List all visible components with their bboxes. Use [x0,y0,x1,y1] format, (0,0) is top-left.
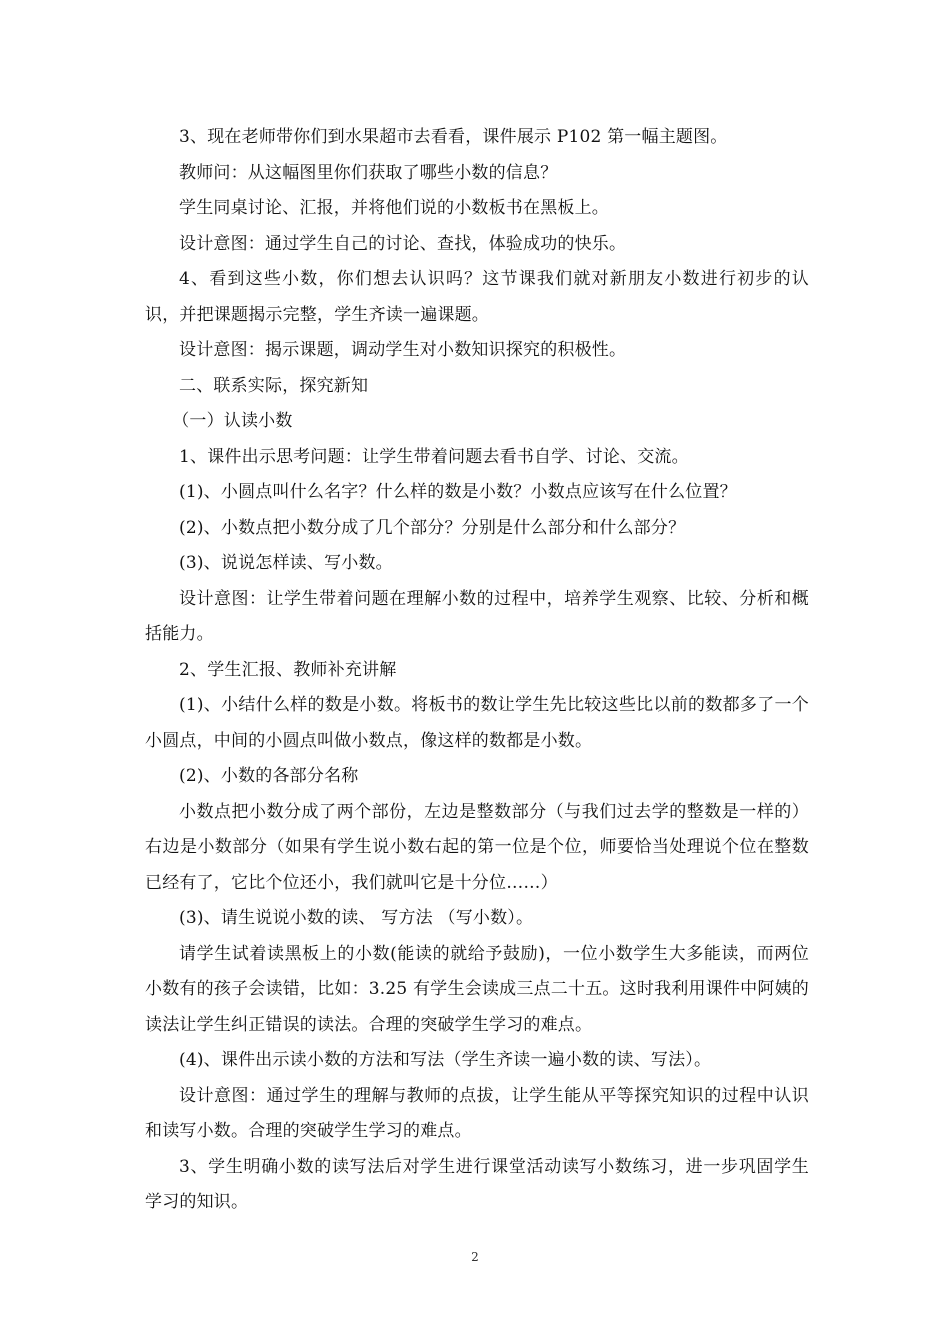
question-item-2: (2)、小数点把小数分成了几个部分？分别是什么部分和什么部分？ [179,517,686,538]
paragraph-reading-practice: 请学生试着读黑板上的小数(能读的就给予鼓励)，一位小数学生大多能读，而两位小数有的孩子会读错，比如：3.25 有学生会读成三点二十五。这时我利用课件中阿姨的读法让学生纠正错误的读法。合理的突破学生学习的难点。 [145,943,809,1035]
paragraph-step4-introduce-topic: 4、看到这些小数，你们想去认识吗？这节课我们就对新朋友小数进行初步的认识，并把课题揭示完整，学生齐读一遍课题。 [145,269,809,325]
paragraph-design-intent-3: 设计意图：让学生带着问题在理解小数的过程中，培养学生观察、比较、分析和概括能力。 [145,588,809,644]
section-heading-2: 二、联系实际，探究新知 [179,375,369,396]
paragraph-step3-practice: 3、学生明确小数的读写法后对学生进行课堂活动读写小数练习，进一步巩固学生学习的知识。 [145,1156,809,1212]
paragraph-teacher-question: 教师问：从这幅图里你们获取了哪些小数的信息？ [179,162,558,183]
document-body [145,120,809,1221]
paragraph-thinking-questions: 1、课件出示思考问题：让学生带着问题去看书自学、讨论、交流。 [179,446,689,467]
summary-item-2: (2)、小数的各部分名称 [179,766,359,786]
paragraph-design-intent-4: 设计意图：通过学生的理解与教师的点拔，让学生能从平等探究知识的过程中认识和读写小数。合理的突破学生学习的难点。 [145,1085,809,1141]
question-item-3: (3)、说说怎样读、写小数。 [179,553,393,573]
subsection-heading-read-decimals: （一）认读小数 [172,411,293,431]
summary-item-1: (1)、小结什么样的数是小数。将板书的数让学生先比较这些比以前的数都多了一个小圆点，中间的小圆点叫做小数点，像这样的数都是小数。 [145,695,809,751]
paragraph-student-discussion: 学生同桌讨论、汇报，并将他们说的小数板书在黑板上。 [179,198,609,218]
question-item-1: (1)、小圆点叫什么名字？什么样的数是小数？小数点应该写在什么位置？ [179,482,737,502]
summary-item-4: (4)、课件出示读小数的方法和写法（学生齐读一遍小数的读、写法）。 [179,1050,712,1070]
paragraph-design-intent-1: 设计意图：通过学生自己的讨论、查找，体验成功的快乐。 [179,233,627,254]
paragraph-step3-fruit-market: 3、现在老师带你们到水果超市去看看，课件展示 P102 第一幅主题图。 [179,127,728,147]
summary-item-3: (3)、请生说说小数的读、 写方法 （写小数）。 [179,908,534,928]
paragraph-decimal-parts: 小数点把小数分成了两个部份，左边是整数部分（与我们过去学的整数是一样的）右边是小数部分（如果有学生说小数右起的第一位是个位，师要恰当处理说个位在整数已经有了，它比个位还小，我们就叫它是十分位……） [145,801,809,893]
paragraph-design-intent-2: 设计意图：揭示课题，调动学生对小数知识探究的积极性。 [179,340,627,360]
paragraph-step2-report: 2、学生汇报、教师补充讲解 [179,659,397,680]
page-number: 2 [471,1250,479,1264]
